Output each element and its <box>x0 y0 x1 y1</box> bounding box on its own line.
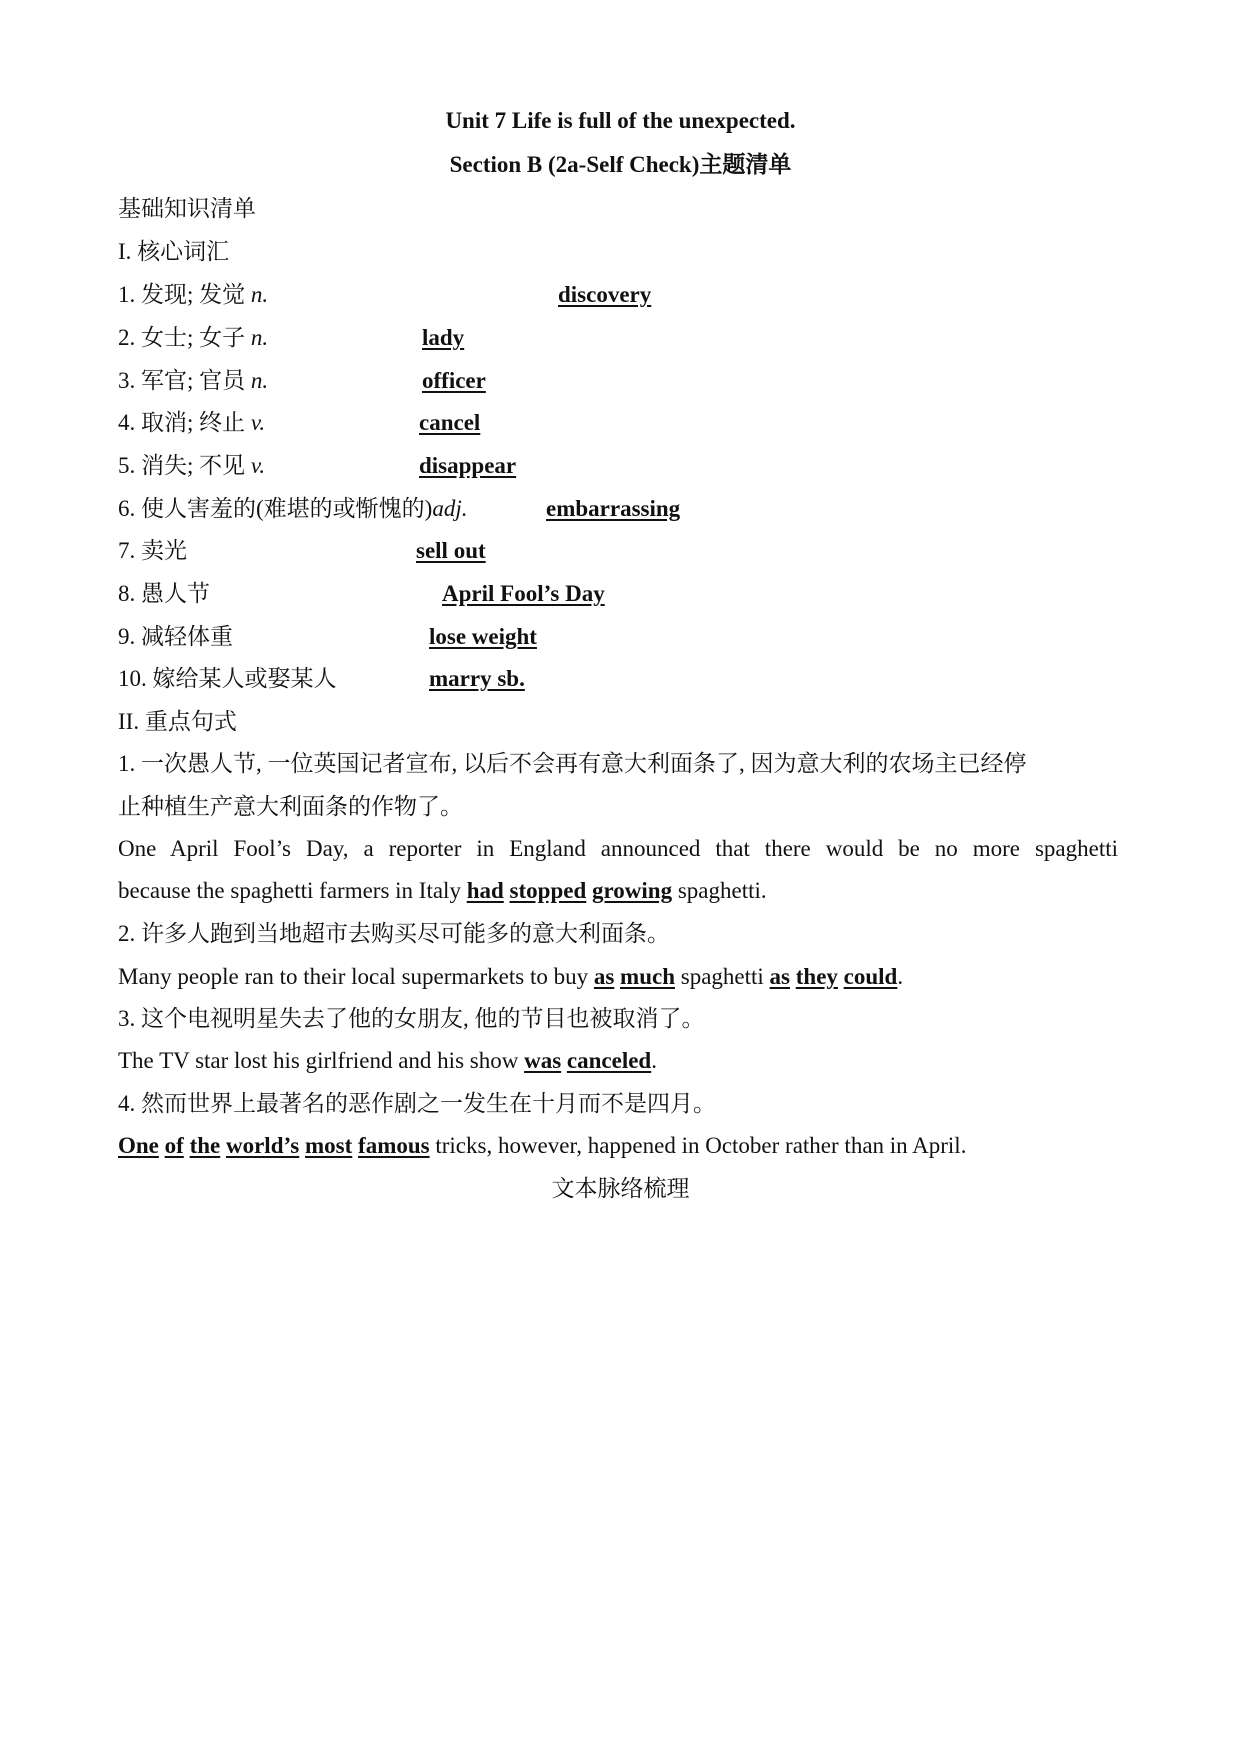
answer-word: world’s <box>225 1133 300 1158</box>
vocab-pos: n. <box>250 325 269 350</box>
vocab-cn: 女士; 女子 <box>141 325 251 350</box>
sentence-text: spaghetti. <box>672 878 767 903</box>
vocab-num: 8. <box>118 581 141 606</box>
vocab-cn: 嫁给某人或娶某人 <box>152 666 337 691</box>
sentence-text: tricks, however, happened in October rather than in April. <box>429 1133 967 1158</box>
answer-word: stopped <box>509 878 587 903</box>
vocab-item <box>118 622 233 652</box>
page-title: Unit 7 Life is full of the unexpected. <box>445 108 796 133</box>
vocab-num: 10. <box>118 666 153 691</box>
vocab-num: 4. <box>118 410 141 435</box>
sentence-2-cn: 2. 许多人跑到当地超市去购买尽可能多的意大利面条。 <box>118 921 670 946</box>
answer-word: the <box>189 1133 221 1158</box>
sentence-4-cn: 4. 然而世界上最著名的恶作剧之一发生在十月而不是四月。 <box>118 1091 716 1116</box>
sentence-1-cn-cont: 止种植生产意大利面条的作物了。 <box>118 794 463 819</box>
vocab-cn: 军官; 官员 <box>141 368 251 393</box>
vocab-num: 9. <box>118 624 141 649</box>
vocab-answer: April Fool’s Day <box>442 581 605 606</box>
vocab-cn: 减轻体重 <box>141 624 233 649</box>
answer-word: as <box>769 964 790 989</box>
vocab-num: 1. <box>118 282 141 307</box>
vocab-pos: v. <box>250 410 266 435</box>
answer-word: much <box>620 964 675 989</box>
sentence-1-en: One April Fool’s Day, a reporter in England announced that there would be no more spaghetti <box>118 836 1118 861</box>
vocab-answer: marry sb. <box>429 666 525 691</box>
sentence-text: . <box>897 964 904 989</box>
vocab-cn: 使人害羞的(难堪的或惭愧的) <box>141 496 433 521</box>
vocab-answer: lady <box>422 325 465 350</box>
vocab-answer: lose weight <box>429 624 537 649</box>
vocab-num: 3. <box>118 368 141 393</box>
answer-word: One <box>118 1133 159 1158</box>
vocab-answer: sell out <box>416 538 486 563</box>
sentence-text: spaghetti <box>675 964 770 989</box>
sentence-3-en <box>118 1046 657 1076</box>
answer-word: had <box>466 878 504 903</box>
vocab-item <box>118 323 268 353</box>
vocab-num: 2. <box>118 325 141 350</box>
sentence-text: The TV star lost his girlfriend and his show <box>118 1048 525 1073</box>
part1-heading: I. 核心词汇 <box>118 239 230 264</box>
vocab-item <box>118 408 265 438</box>
vocab-cn: 取消; 终止 <box>141 410 251 435</box>
vocab-num: 5. <box>118 453 141 478</box>
vocab-cn: 消失; 不见 <box>141 453 251 478</box>
vocab-item <box>118 579 210 609</box>
sentence-3-cn: 3. 这个电视明星失去了他的女朋友, 他的节目也被取消了。 <box>118 1006 705 1031</box>
vocab-pos: v. <box>250 453 266 478</box>
sentence-1-cn: 1. 一次愚人节, 一位英国记者宣布, 以后不会再有意大利面条了, 因为意大利的农场主已经停 <box>118 751 1027 776</box>
answer-word: famous <box>358 1133 430 1158</box>
vocab-answer: officer <box>422 368 486 393</box>
vocab-answer: embarrassing <box>546 496 681 521</box>
answer-word: growing <box>592 878 673 903</box>
sentence-2-en <box>118 962 903 992</box>
answer-word: as <box>593 964 615 989</box>
answer-word: most <box>305 1133 353 1158</box>
vocab-answer: cancel <box>419 410 481 435</box>
vocab-item <box>118 366 268 396</box>
vocab-item <box>118 536 187 566</box>
vocab-answer: discovery <box>558 282 652 307</box>
vocab-cn: 发现; 发觉 <box>141 282 251 307</box>
answer-word: they <box>795 964 838 989</box>
vocab-answer: disappear <box>419 453 517 478</box>
vocab-pos: n. <box>250 282 269 307</box>
page-subtitle: Section B (2a-Self Check)主题清单 <box>449 152 792 177</box>
sentence-text: because the spaghetti farmers in Italy <box>118 878 467 903</box>
text-structure-heading: 文本脉络梳理 <box>551 1176 690 1201</box>
vocab-pos: adj. <box>432 496 468 521</box>
part2-heading: II. 重点句式 <box>118 709 237 734</box>
vocab-item <box>118 494 467 524</box>
vocab-cn: 愚人节 <box>141 581 210 606</box>
vocab-pos: n. <box>250 368 269 393</box>
vocab-num: 6. <box>118 496 141 521</box>
sentence-text: Many people ran to their local supermarkets to buy <box>118 964 594 989</box>
sentence-text: . <box>651 1048 657 1073</box>
sentence-1-en-cont <box>118 876 767 906</box>
answer-word: could <box>843 964 898 989</box>
answer-word: of <box>164 1133 184 1158</box>
vocab-cn: 卖光 <box>141 538 187 563</box>
sentence-4-en <box>118 1131 966 1161</box>
answer-word: canceled <box>566 1048 652 1073</box>
vocab-item <box>118 451 265 481</box>
vocab-item <box>118 664 337 694</box>
vocab-num: 7. <box>118 538 141 563</box>
section-heading-basic: 基础知识清单 <box>118 196 256 221</box>
answer-word: was <box>524 1048 562 1073</box>
vocab-item <box>118 280 268 310</box>
